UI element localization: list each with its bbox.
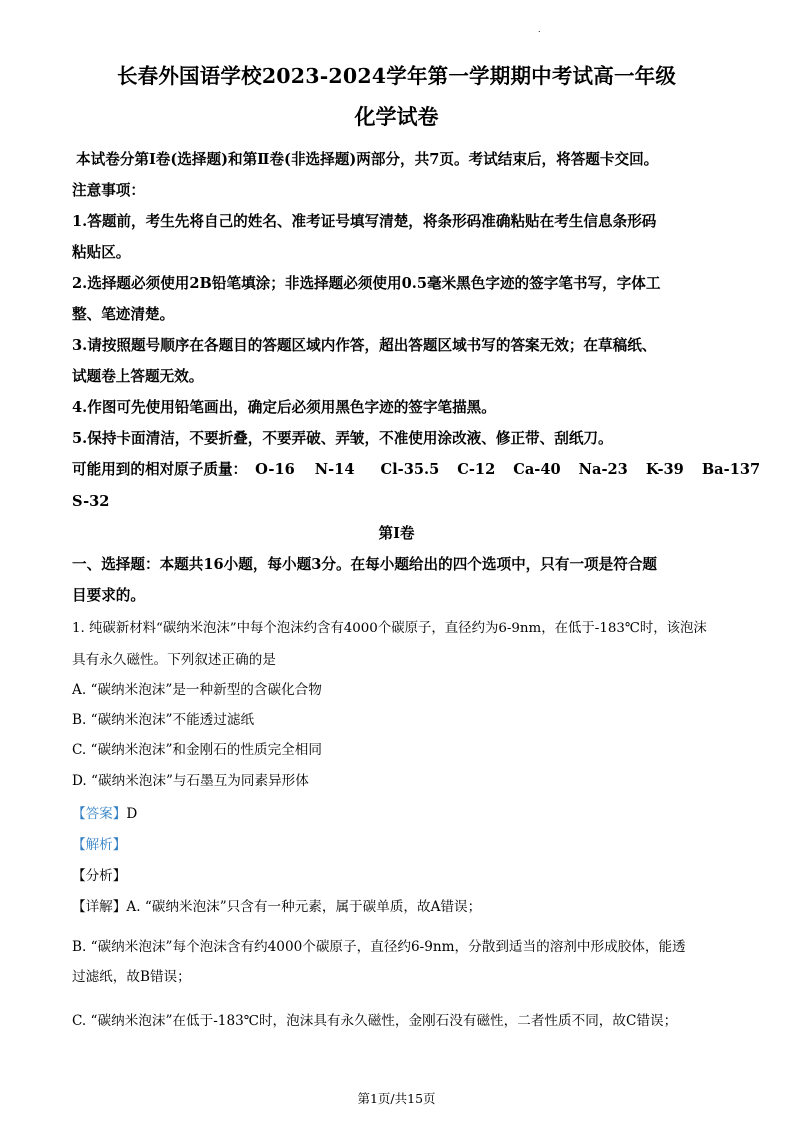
detail-a-line (72, 897, 481, 917)
atomic-masses (72, 460, 760, 480)
notice-item-5: 5.保持卡面清洁，不要折叠，不要弄破、弄皱，不准使用涂改液、修正带、刮纸刀。 (72, 430, 613, 447)
notice-item-3-cont: 试题卷上答题无效。 (72, 368, 204, 385)
notice-title: 注意事项： (72, 182, 145, 199)
option-b: B. “碳纳米泡沫”不能透过滤纸 (72, 712, 255, 728)
exam-subtitle: 化学试卷 (354, 104, 439, 129)
detail-b: B. “碳纳米泡沫”每个泡沫含有约4000个碳原子，直径约6-9nm，分散到适当的溶剂中形成胶体，能透 (72, 939, 686, 955)
atomic-mass-o: O-16 (255, 461, 295, 478)
atomic-mass-cl: Cl-35.5 (380, 461, 440, 478)
section-heading-cont: 目要求的。 (72, 587, 145, 604)
detail-tag: 【详解】 (72, 899, 127, 915)
atomic-mass-c: C-12 (457, 461, 496, 478)
section-title: 第Ⅰ卷 (378, 525, 415, 542)
notice-item-1: 1.答题前，考生先将自己的姓名、准考证号填写清楚，将条形码准确粘贴在考生信息条形码 (72, 213, 657, 230)
exam-title: 长春外国语学校2023-2024学年第一学期期中考试高一年级 (116, 64, 677, 88)
atomic-mass-n: N-14 (314, 461, 355, 478)
detail-a: A. “碳纳米泡沫”只含有一种元素，属于碳单质，故A错误； (126, 899, 482, 915)
answer-value: D (126, 806, 138, 822)
option-a: A. “碳纳米泡沫”是一种新型的含碳化合物 (72, 682, 322, 698)
atomic-mass-s: S-32 (72, 493, 110, 510)
atomic-mass-k: K-39 (645, 461, 684, 478)
answer-tag: 【答案】 (72, 806, 127, 822)
breakdown-tag: 【分析】 (72, 868, 127, 884)
notice-item-2-cont: 整、笔迹清楚。 (72, 306, 175, 323)
intro-text: 本试卷分第Ⅰ卷(选择题)和第Ⅱ卷(非选择题)两部分，共7页。考试结束后，将答题卡交回。 (76, 151, 659, 168)
detail-b-cont: 过滤纸，故B错误； (72, 969, 191, 985)
atomic-mass-na: Na-23 (578, 461, 628, 478)
question-1-stem: 1. 纯碳新材料“碳纳米泡沫”中每个泡沫约含有4000个碳原子，直径约为6-9nm，在低于-183℃时，该泡沫 (72, 621, 707, 636)
section-heading: 一、选择题：本题共16小题，每小题3分。在每小题给出的四个选项中，只有一项是符合题 (72, 556, 658, 573)
notice-item-2: 2.选择题必须使用2B铅笔填涂；非选择题必须使用0.5毫米黑色字迹的签字笔书写，字体工 (72, 275, 661, 292)
analysis-tag: 【解析】 (72, 837, 127, 853)
atomic-masses-label: 可能用到的相对原子质量： (72, 461, 248, 478)
atomic-mass-ca: Ca-40 (513, 461, 561, 478)
question-1-stem-cont: 具有永久磁性。下列叙述正确的是 (72, 652, 276, 668)
option-d: D. “碳纳米泡沫”与石墨互为同素异形体 (72, 773, 309, 789)
notice-item-4: 4.作图可先使用铅笔画出，确定后必须用黑色字迹的签字笔描黑。 (72, 399, 496, 416)
atomic-mass-ba: Ba-137 (701, 461, 761, 478)
answer-line (72, 804, 137, 824)
corner-mark: . (538, 25, 541, 34)
notice-item-1-cont: 粘贴区。 (72, 244, 131, 261)
detail-c: C. “碳纳米泡沫”在低于-183℃时，泡沫具有永久磁性，金刚石没有磁性，二者性质不同，故C错误； (72, 1013, 678, 1029)
page-number: 第1页/共15页 (357, 1091, 436, 1106)
option-c: C. “碳纳米泡沫”和金刚石的性质完全相同 (72, 742, 322, 758)
notice-item-3: 3.请按照题号顺序在各题目的答题区域内作答，超出答题区域书写的答案无效；在草稿纸、 (72, 337, 657, 354)
